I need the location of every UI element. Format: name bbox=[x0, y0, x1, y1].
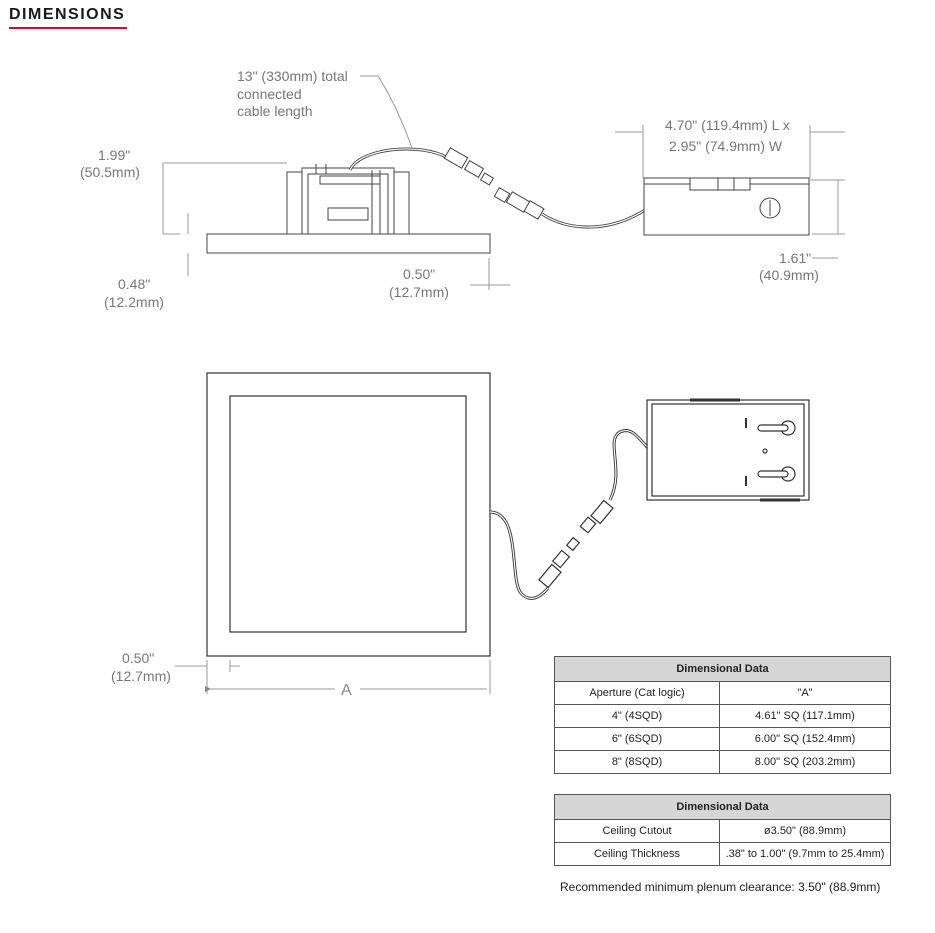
table-row bbox=[555, 843, 891, 866]
table1-cell: 6.00" SQ (152.4mm) bbox=[720, 728, 891, 751]
top-edge-label-1: 0.50" bbox=[122, 650, 155, 666]
flange-label-1: 0.48" bbox=[118, 276, 151, 292]
cable-length-label-1: 13" (330mm) total bbox=[237, 68, 348, 84]
top-edge-label-2: (12.7mm) bbox=[111, 668, 171, 684]
cable-length-label-3: cable length bbox=[237, 103, 313, 119]
table-row bbox=[555, 728, 891, 751]
side-edge-label-2: (12.7mm) bbox=[389, 284, 449, 300]
top-aperture bbox=[230, 396, 466, 632]
table1-cell: 8" (8SQD) bbox=[555, 751, 720, 774]
table1-title: Dimensional Data bbox=[555, 657, 891, 682]
cable-length-label-2: connected bbox=[237, 86, 302, 102]
top-dimension-lines bbox=[175, 660, 490, 694]
box-size-label-1: 4.70" (119.4mm) L x bbox=[665, 117, 790, 133]
top-view bbox=[207, 373, 809, 656]
box-height-label-2: (40.9mm) bbox=[759, 267, 819, 283]
table2-title: Dimensional Data bbox=[555, 795, 891, 820]
section-heading: DIMENSIONS bbox=[9, 6, 126, 23]
top-junction-box bbox=[647, 400, 809, 500]
flange-label-2: (12.2mm) bbox=[104, 294, 164, 310]
top-cable bbox=[490, 512, 548, 598]
top-connector bbox=[539, 500, 613, 587]
a-dimension-label: A bbox=[341, 682, 352, 699]
side-view bbox=[207, 148, 809, 253]
table-row bbox=[555, 705, 891, 728]
box-size-label-2: 2.95" (74.9mm) W bbox=[669, 138, 783, 154]
height-label-2: (50.5mm) bbox=[80, 164, 140, 180]
height-label-1: 1.99" bbox=[98, 147, 131, 163]
side-connector bbox=[444, 148, 544, 219]
table1-cell: 6" (6SQD) bbox=[555, 728, 720, 751]
side-edge-label-1: 0.50" bbox=[403, 266, 436, 282]
table1-header-a: "A" bbox=[720, 682, 891, 705]
table-row bbox=[555, 820, 891, 843]
table2-cell: Ceiling Cutout bbox=[555, 820, 720, 843]
box-height-label-1: 1.61" bbox=[779, 250, 812, 266]
table1-header-aperture: Aperture (Cat logic) bbox=[555, 682, 720, 705]
dimensional-data-table-1 bbox=[554, 656, 891, 774]
side-flange bbox=[207, 234, 490, 253]
dimensional-data-table-2 bbox=[554, 794, 891, 866]
table2-cell: Ceiling Thickness bbox=[555, 843, 720, 866]
table1-cell: 4.61" SQ (117.1mm) bbox=[720, 705, 891, 728]
table2-cell: ø3.50" (88.9mm) bbox=[720, 820, 891, 843]
plenum-clearance-note: Recommended minimum plenum clearance: 3.50" (88.9mm) bbox=[560, 880, 881, 894]
table1-cell: 4" (4SQD) bbox=[555, 705, 720, 728]
table2-cell: .38" to 1.00" (9.7mm to 25.4mm) bbox=[720, 843, 891, 866]
table-row bbox=[555, 751, 891, 774]
table1-cell: 8.00" SQ (203.2mm) bbox=[720, 751, 891, 774]
